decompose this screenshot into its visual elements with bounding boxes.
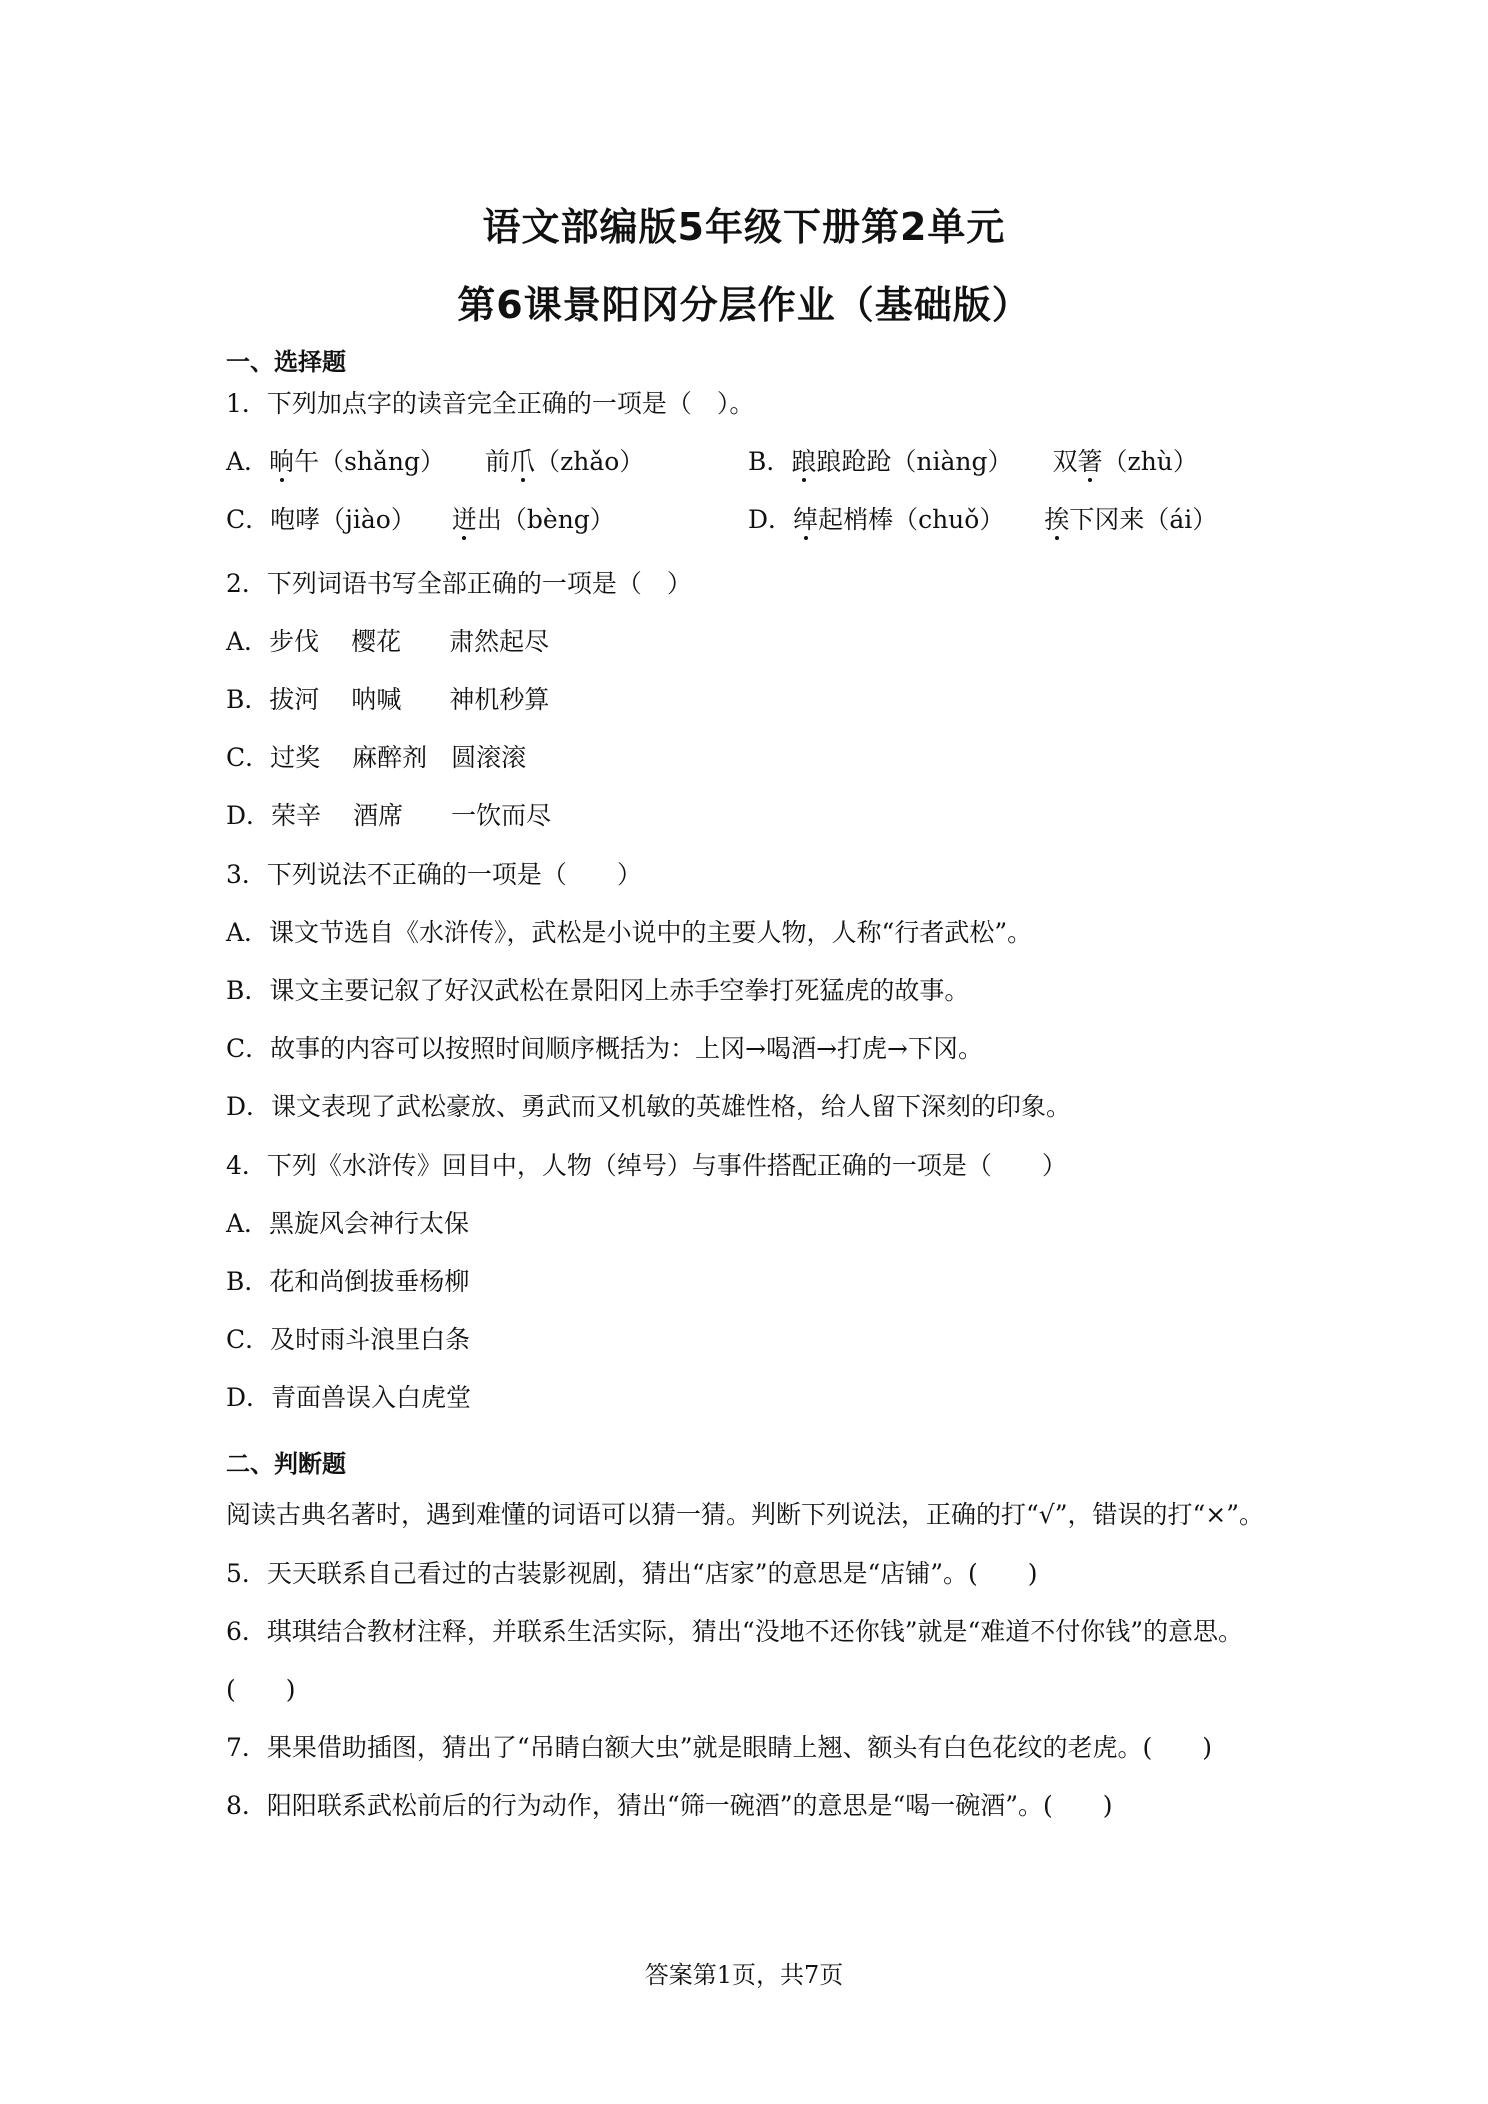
- q6: 6．琪琪结合教材注释，并联系生活实际，猜出“没地不还你钱”就是“难道不付你钱”的意思。: [226, 1617, 1244, 1646]
- option-word: 圆滚滚: [451, 743, 527, 772]
- dotted-char: 挨: [1044, 505, 1070, 534]
- option-label: C．: [226, 505, 271, 534]
- option-word: 酒席: [353, 801, 404, 830]
- q1-stem: 1．下列加点字的读音完全正确的一项是（ ）。: [226, 389, 755, 418]
- q8: 8．阳阳联系武松前后的行为动作，猜出“筛一碗酒”的意思是“喝一碗酒”。( ): [226, 1791, 1113, 1820]
- option-label: A．: [226, 447, 270, 476]
- q1-option-d: [748, 502, 1217, 538]
- q1-option-c: [226, 502, 615, 538]
- option-word: 步伐: [269, 627, 320, 656]
- judgment-intro: 阅读古典名著时，遇到难懂的词语可以猜一猜。判断下列说法，正确的打“√”，错误的打“×”。: [226, 1500, 1265, 1529]
- option-word: 呐喊: [351, 685, 402, 714]
- option-text: 双: [1052, 447, 1078, 476]
- q4-option-a: A．黑旋风会神行太保: [226, 1209, 470, 1238]
- q3-option-d: D．课文表现了武松豪放、勇武而又机敏的英雄性格，给人留下深刻的印象。: [226, 1092, 1072, 1121]
- option-word: 樱花: [351, 627, 402, 656]
- option-word: 肃然起尽: [449, 627, 550, 656]
- q6-bracket: ( ): [226, 1675, 296, 1704]
- q4-option-d: D．青面兽误入白虎堂: [226, 1383, 472, 1412]
- q2-option-b: [226, 682, 549, 718]
- section-heading-choice: 一、选择题: [226, 348, 346, 376]
- dotted-char: 箸: [1077, 447, 1103, 476]
- q2-option-d: [226, 798, 551, 834]
- option-word: 神机秒算: [449, 685, 550, 714]
- option-text: 下冈来（ái）: [1069, 505, 1218, 534]
- option-text: 咆: [270, 505, 296, 534]
- q4-option-b: B．花和尚倒拔垂杨柳: [226, 1267, 470, 1296]
- q2-option-c: [226, 740, 526, 776]
- title-line-1: 语文部编版5年级下册第2单元: [482, 205, 1006, 249]
- q1-option-a: [226, 444, 644, 480]
- q3-stem: 3．下列说法不正确的一项是（ ）: [226, 860, 642, 889]
- q3-option-b: B．课文主要记叙了好汉武松在景阳冈上赤手空拳打死猛虎的故事。: [226, 976, 970, 1005]
- dotted-char: 踉: [791, 447, 817, 476]
- q2-stem: 2．下列词语书写全部正确的一项是（ ）: [226, 569, 692, 598]
- q5: 5．天天联系自己看过的古装影视剧，猜出“店家”的意思是“店铺”。( ): [226, 1559, 1038, 1588]
- option-word: 过奖: [270, 743, 321, 772]
- option-text: 出（bèng）: [476, 505, 615, 534]
- option-text: （zhǎo）: [535, 447, 645, 476]
- dotted-char: 爪: [510, 447, 536, 476]
- option-label: B．: [748, 447, 792, 476]
- section-heading-judgment: 二、判断题: [226, 1450, 346, 1478]
- q2-option-a: [226, 624, 549, 660]
- option-text: 起梢棒（chuǒ）: [818, 505, 1005, 534]
- option-label: A．: [226, 627, 270, 656]
- option-word: 一饮而尽: [451, 801, 552, 830]
- option-text: （zhù）: [1102, 447, 1198, 476]
- q1-option-b: [748, 444, 1198, 480]
- option-label: D．: [748, 505, 794, 534]
- option-label: B．: [226, 685, 270, 714]
- dotted-char: 晌: [269, 447, 295, 476]
- q4-option-c: C．及时雨斗浪里白条: [226, 1325, 471, 1354]
- option-word: 麻醉剂: [352, 743, 428, 772]
- option-label: C．: [226, 743, 271, 772]
- option-word: 拔河: [269, 685, 320, 714]
- dotted-char: 绰: [793, 505, 819, 534]
- option-text: 午（shǎng）: [294, 447, 446, 476]
- option-word: 荣辛: [271, 801, 322, 830]
- option-text: 踉跄跄（niàng）: [816, 447, 1013, 476]
- dotted-char: 迸: [451, 505, 477, 534]
- option-text: 哮（jiào）: [295, 505, 416, 534]
- page-footer: 答案第1页，共7页: [644, 1961, 844, 1989]
- option-label: D．: [226, 801, 272, 830]
- q4-stem: 4．下列《水浒传》回目中，人物（绰号）与事件搭配正确的一项是（ ）: [226, 1151, 1067, 1180]
- q3-option-a: A．课文节选自《水浒传》，武松是小说中的主要人物，人称“行者武松”。: [226, 918, 1033, 947]
- title-line-2: 第6课景阳冈分层作业（基础版）: [457, 283, 1031, 327]
- q7: 7．果果借助插图，猜出了“吊睛白额大虫”就是眼睛上翘、额头有白色花纹的老虎。( ): [226, 1733, 1212, 1762]
- q3-option-c: C．故事的内容可以按照时间顺序概括为：上冈→喝酒→打虎→下冈。: [226, 1034, 983, 1063]
- option-text: 前: [485, 447, 511, 476]
